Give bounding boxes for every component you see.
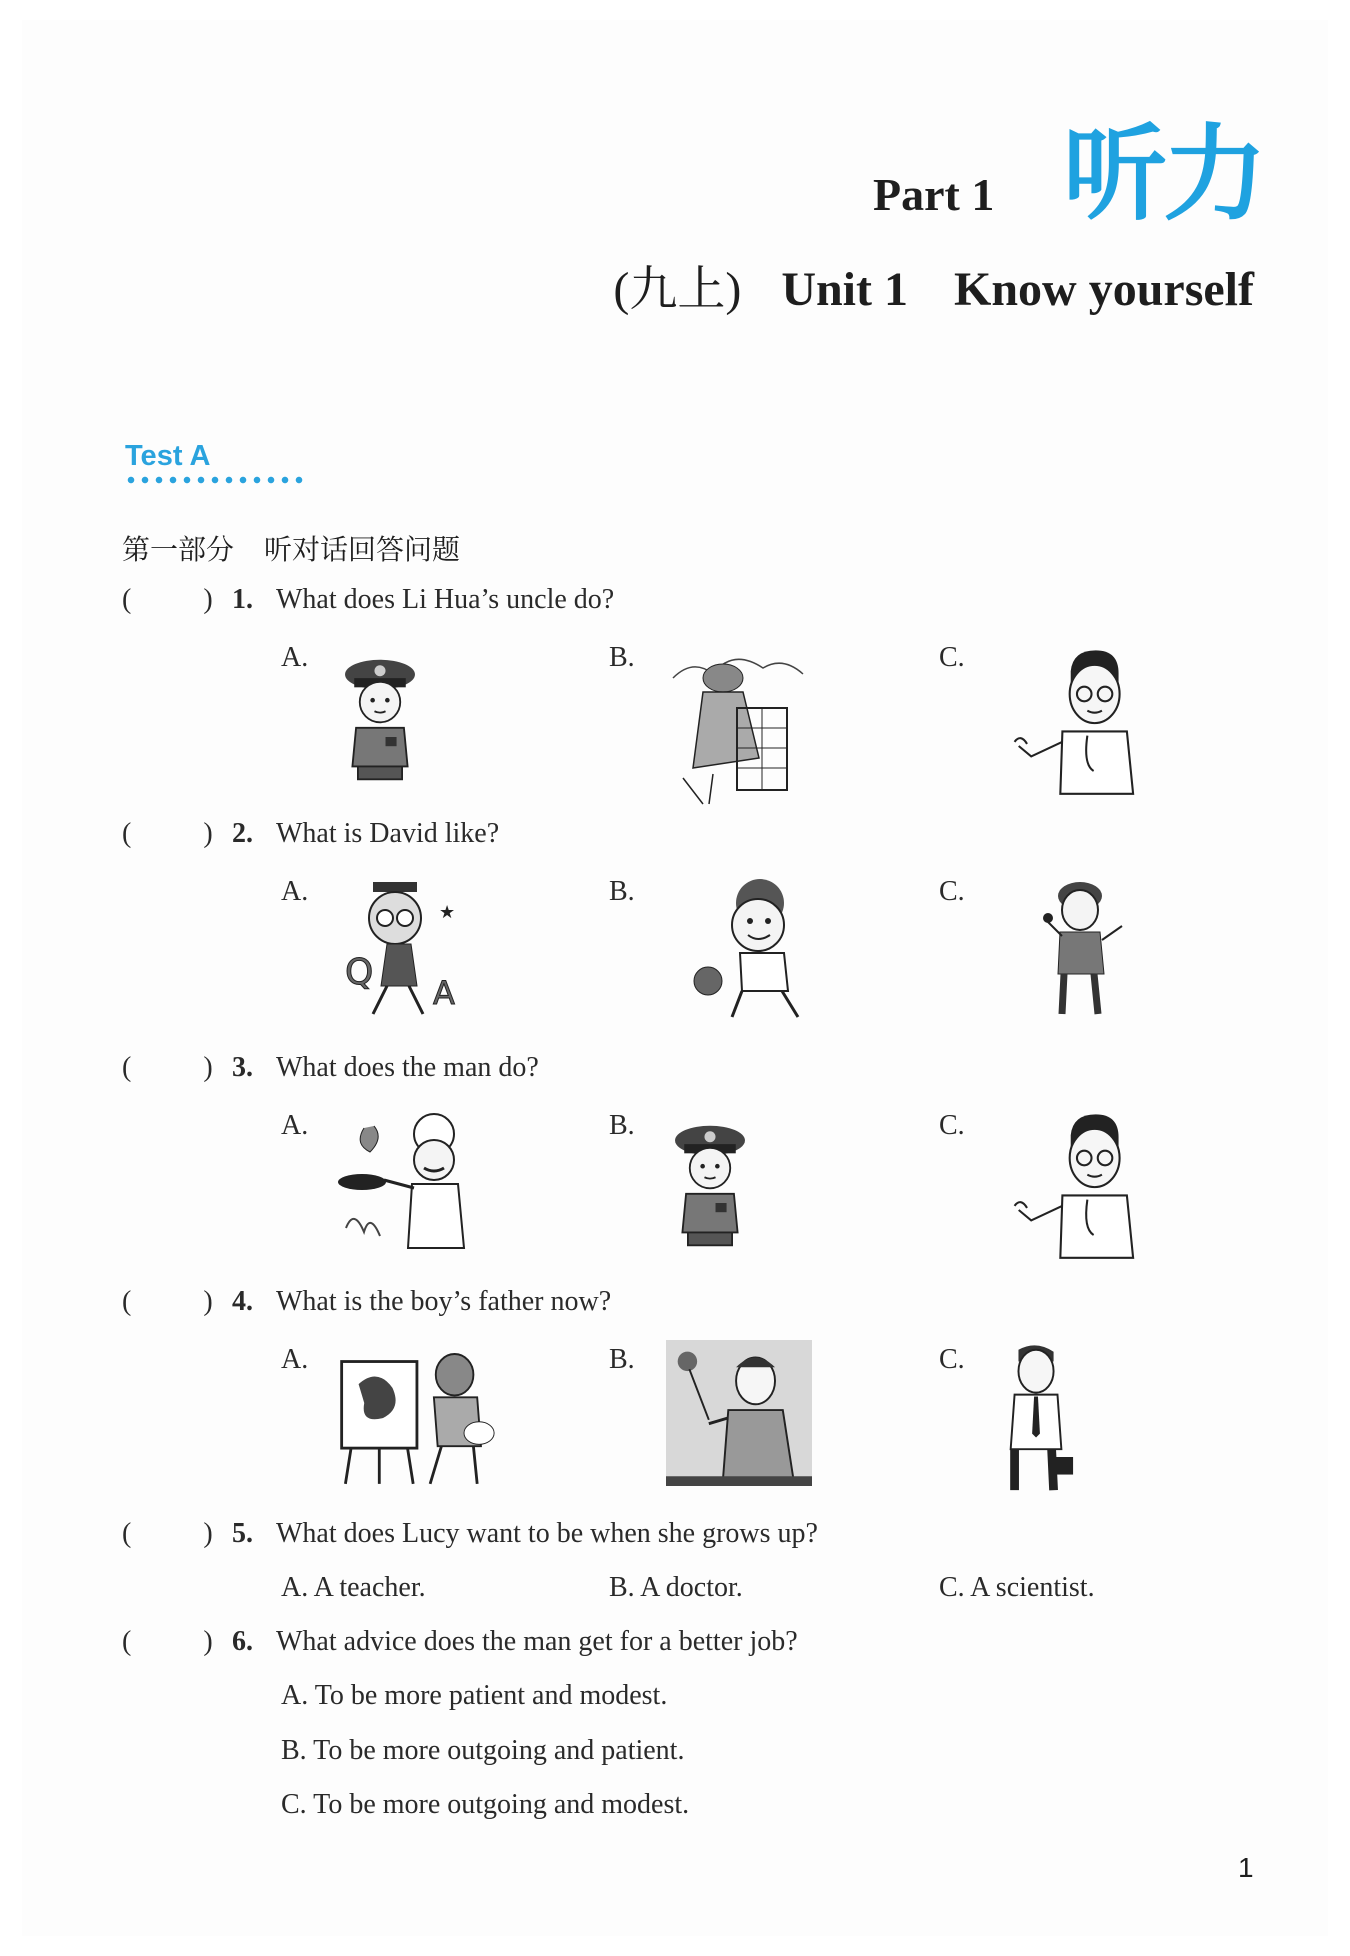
answer-blank[interactable]: ( ): [122, 1518, 213, 1549]
policeman-icon: [664, 1104, 756, 1256]
question-4: [122, 1286, 611, 1318]
question-text: What does Li Hua’s uncle do?: [276, 584, 615, 615]
section-part: 第一部分: [122, 533, 235, 566]
unit-title: Know yourself: [954, 263, 1254, 316]
clever-student-icon: [342, 874, 474, 1024]
option-b: B. To be more outgoing and patient.: [281, 1735, 685, 1766]
option-letter: A.: [281, 1110, 309, 1141]
singing-boy-icon: [1022, 874, 1132, 1024]
policeman-icon: [334, 638, 426, 790]
option-letter: B.: [609, 1344, 635, 1375]
question-number: 2.: [232, 818, 253, 849]
option-c: C. A scientist.: [939, 1572, 1095, 1603]
question-text: What does Lucy want to be when she grows up?: [276, 1518, 818, 1549]
section-title: [122, 528, 460, 568]
question-text: What advice does the man get for a better job?: [276, 1626, 798, 1657]
answer-blank[interactable]: ( ): [122, 818, 213, 849]
option-a: A. A teacher.: [281, 1572, 426, 1603]
question-number: 6.: [232, 1626, 253, 1657]
question-number: 3.: [232, 1052, 253, 1083]
construction-worker-icon: [663, 638, 813, 808]
option-letter: C.: [939, 642, 965, 673]
option-letter: B.: [609, 642, 635, 673]
answer-blank[interactable]: ( ): [122, 584, 213, 615]
option-c: C. To be more outgoing and modest.: [281, 1789, 690, 1820]
page-number: 1: [1238, 1852, 1254, 1883]
option-letter: C.: [939, 876, 965, 907]
unit-number: Unit 1: [781, 263, 908, 316]
option-letter: A.: [281, 1344, 309, 1375]
answer-blank[interactable]: ( ): [122, 1052, 213, 1083]
doctor-icon: [1010, 642, 1146, 798]
part-label: Part 1: [873, 169, 995, 220]
option-b: B. A doctor.: [609, 1572, 743, 1603]
businessman-icon: [992, 1340, 1082, 1496]
unit-heading: [613, 250, 1254, 319]
question-6: [122, 1626, 798, 1658]
option-letter: A.: [281, 642, 309, 673]
basketball-boy-icon: [688, 872, 818, 1024]
question-2: [122, 818, 499, 850]
question-1: [122, 584, 614, 616]
option-a: A. To be more patient and modest.: [281, 1680, 668, 1711]
dotted-underline: [124, 476, 304, 484]
question-text: What does the man do?: [276, 1052, 539, 1083]
teacher-icon: [666, 1340, 812, 1486]
answer-blank[interactable]: ( ): [122, 1626, 213, 1657]
part-title-chinese: 听力: [1063, 113, 1264, 235]
doctor-icon: [1010, 1106, 1146, 1262]
option-letter: B.: [609, 876, 635, 907]
answer-blank[interactable]: ( ): [122, 1286, 213, 1317]
section-task: 听对话回答问题: [264, 533, 461, 566]
question-text: What is David like?: [276, 818, 500, 849]
question-number: 4.: [232, 1286, 253, 1317]
question-5: [122, 1518, 818, 1550]
painter-icon: [336, 1340, 496, 1496]
question-number: 5.: [232, 1518, 253, 1549]
cook-icon: [334, 1108, 484, 1258]
option-letter: B.: [609, 1110, 635, 1141]
option-letter: C.: [939, 1344, 965, 1375]
question-3: [122, 1052, 539, 1084]
option-letter: C.: [939, 1110, 965, 1141]
test-label: Test A: [125, 440, 211, 472]
grade-label: (九上): [613, 263, 742, 316]
question-number: 1.: [232, 584, 253, 615]
question-text: What is the boy’s father now?: [276, 1286, 612, 1317]
option-letter: A.: [281, 876, 309, 907]
